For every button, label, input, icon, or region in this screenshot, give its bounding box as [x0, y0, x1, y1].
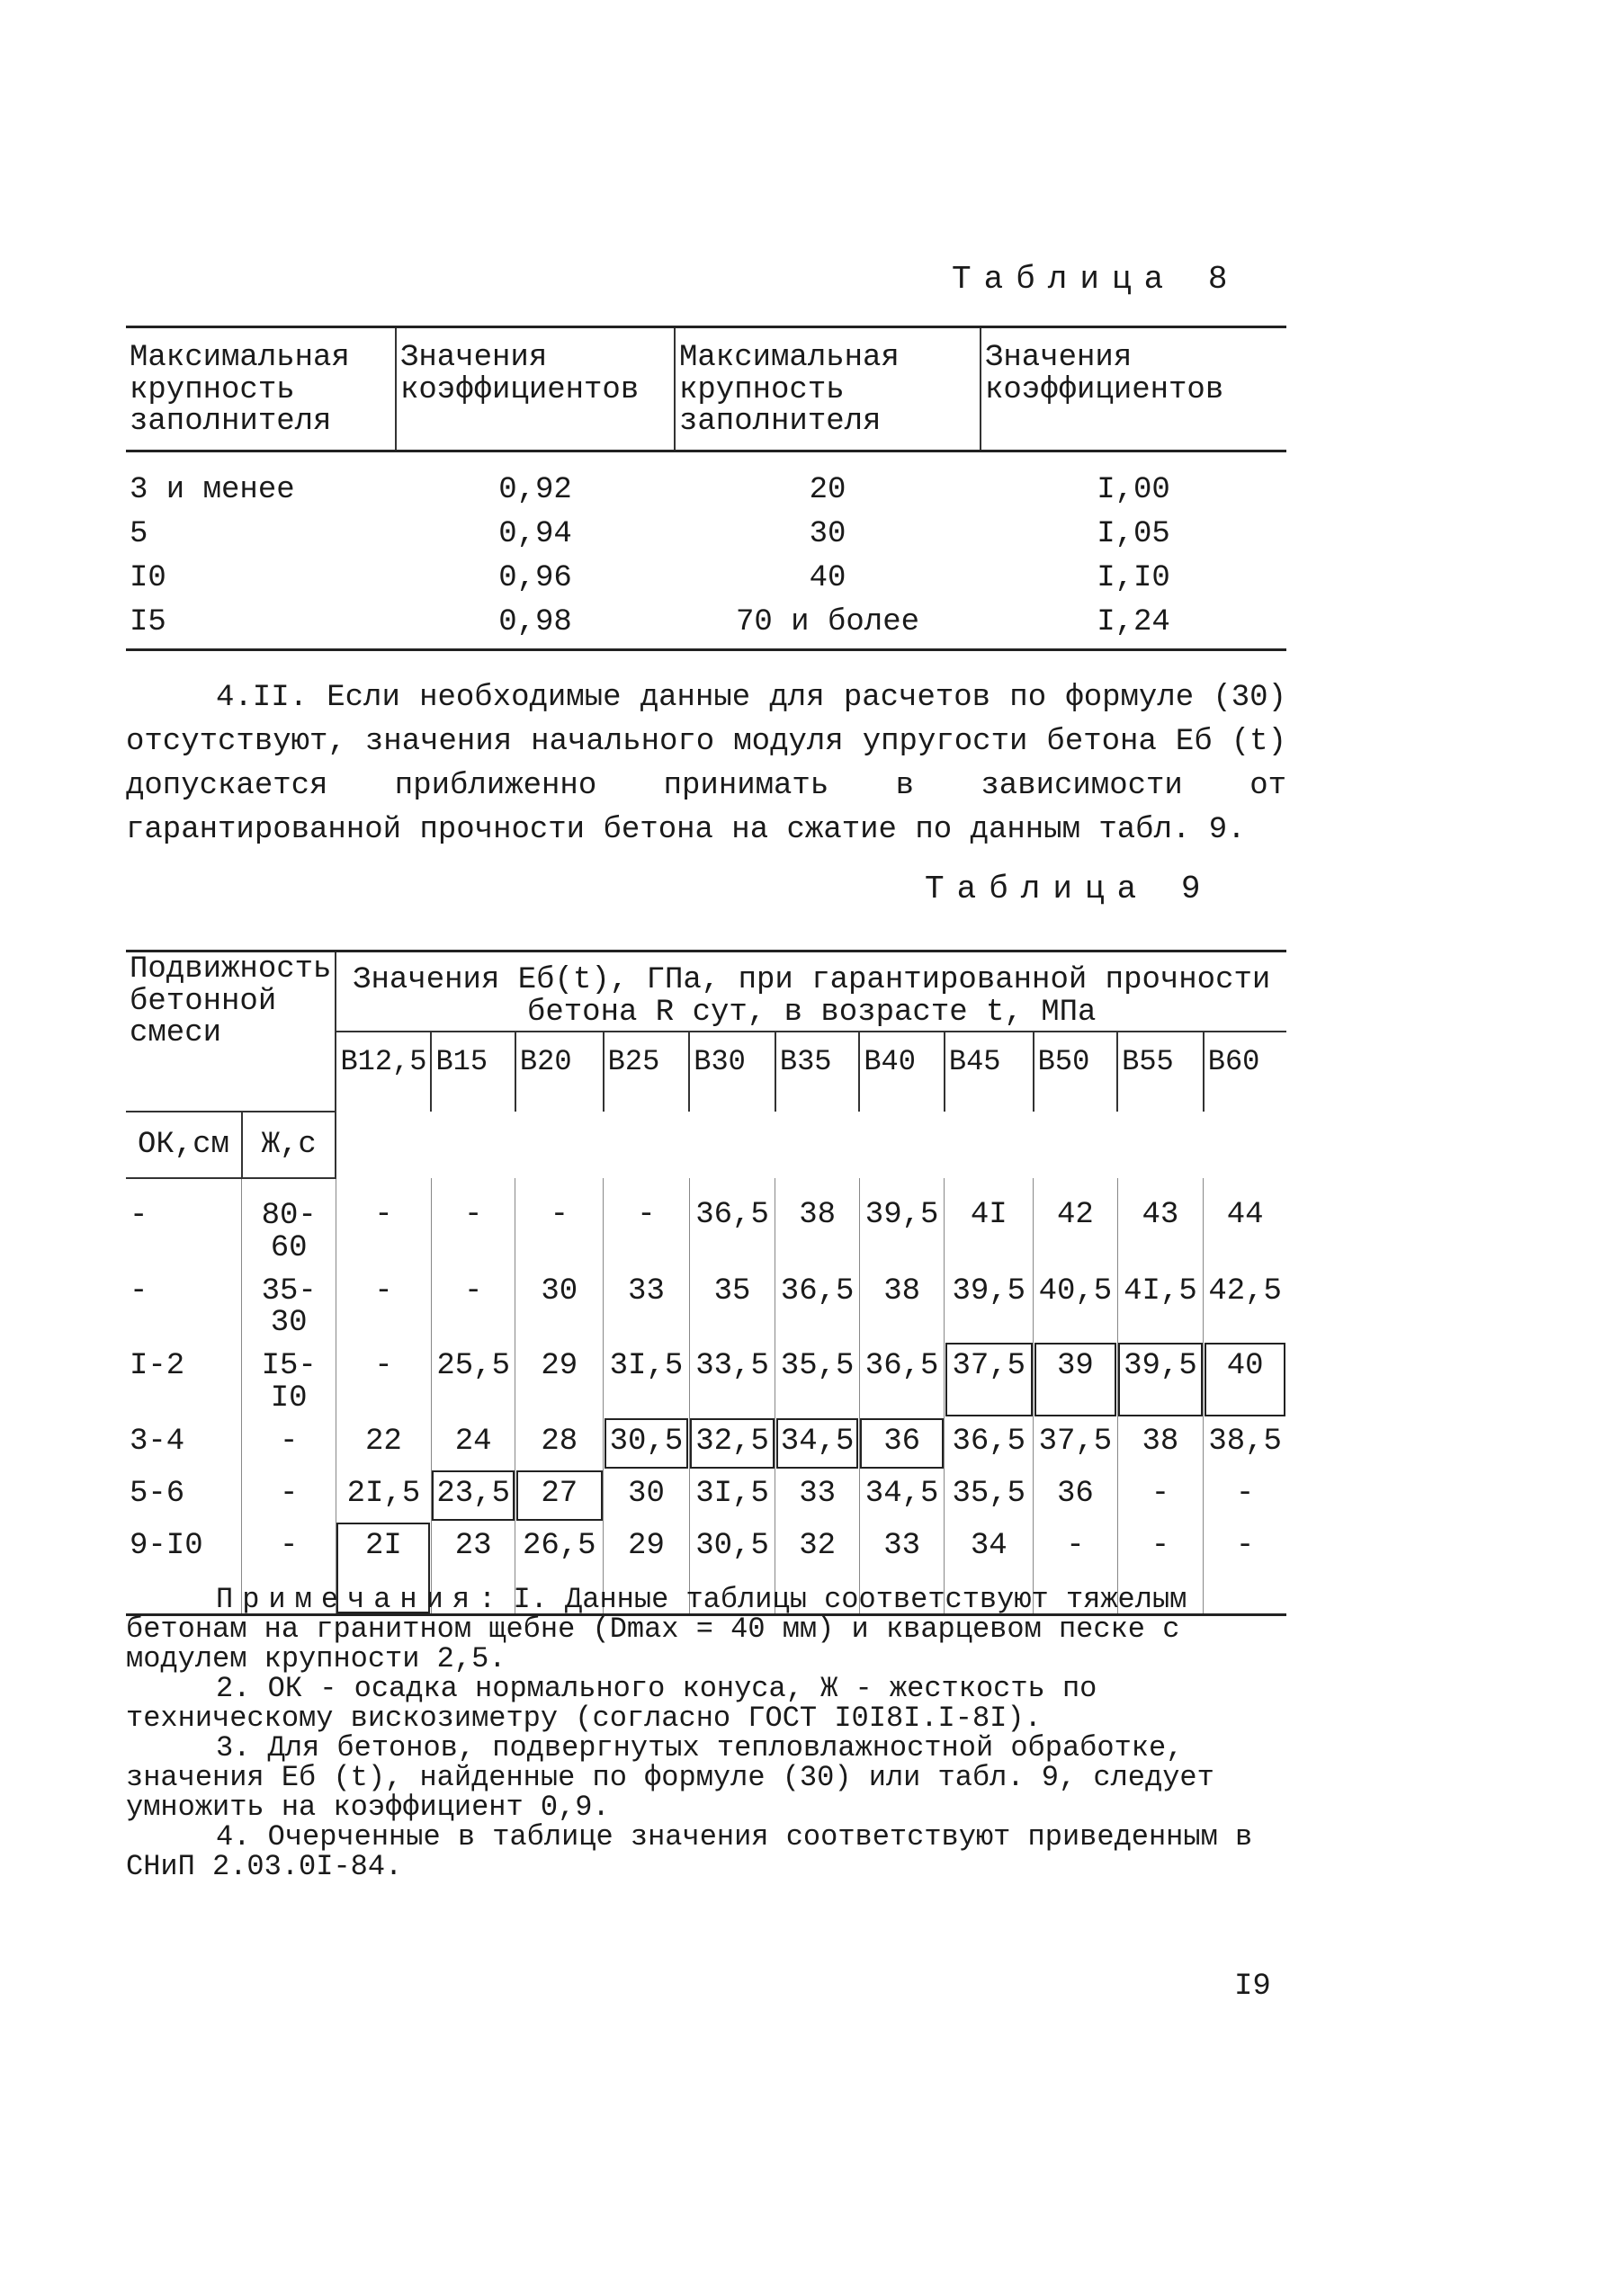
table9-cell-outlined: 34,5	[775, 1417, 859, 1470]
table9-cell: 32	[775, 1522, 859, 1615]
table9-cell: I-2	[130, 1349, 185, 1384]
table8-cell: 40	[809, 560, 846, 595]
table9-class-header: В20	[515, 1032, 604, 1112]
table9-sub-spacer	[336, 1112, 1286, 1178]
table9-cell: 42,5	[1204, 1267, 1286, 1342]
table9-cell: 30,5	[689, 1522, 775, 1615]
table9-cell: -	[515, 1178, 604, 1266]
table8-cell: 30	[809, 516, 846, 551]
table9-cell: -	[1204, 1470, 1286, 1522]
table8-header-cell: Значения коэффициентов	[396, 327, 675, 451]
table9-cell: 23	[431, 1522, 515, 1615]
table9-class-header: В60	[1204, 1032, 1286, 1112]
table8-cell: I,05	[1097, 516, 1170, 551]
table9-cell: 3-4	[130, 1424, 185, 1459]
paragraph-4-11	[126, 676, 1286, 853]
table9-cell: -	[242, 1417, 336, 1470]
table9-class-header: В40	[859, 1032, 945, 1112]
table8-cell: I,00	[1097, 472, 1170, 507]
table9-cell: 28	[515, 1417, 604, 1470]
table9-cell: 39,5	[859, 1178, 945, 1266]
table8-cell: 5	[130, 516, 148, 551]
table9-cell-outlined: 30,5	[604, 1417, 690, 1470]
table8-cell: 3 и менее	[130, 472, 295, 507]
table8-caption: Таблица 8	[952, 261, 1240, 298]
table8-cell: 70 и более	[675, 601, 981, 650]
table-row	[126, 1470, 1286, 1522]
table9-cell: 37,5	[1034, 1417, 1117, 1470]
table9-cell: 33	[604, 1267, 690, 1342]
table9-cell: 43	[1117, 1178, 1204, 1266]
table9-cell: 44	[1204, 1178, 1286, 1266]
table9-cell: 39,5	[945, 1267, 1034, 1342]
table9-cell-outlined: 27	[515, 1470, 604, 1522]
table9-cell: -	[336, 1267, 431, 1342]
table9-cell: -	[1117, 1522, 1204, 1615]
table9-cell: 35-30	[242, 1267, 336, 1342]
table8-cell: I0	[130, 560, 166, 595]
table9-class-header: В12,5	[336, 1032, 431, 1112]
table9-cell: -	[242, 1522, 336, 1615]
table9-header-row	[126, 951, 1286, 1032]
table9-cell: -	[336, 1342, 431, 1416]
table9-cell-outlined: 2I	[336, 1522, 431, 1615]
table9-cell: 9-I0	[126, 1522, 242, 1615]
table-row	[126, 1342, 1286, 1416]
table-row	[126, 513, 1286, 557]
table9-cell-outlined: 39	[1034, 1342, 1117, 1416]
table9-cell: 4I,5	[1117, 1267, 1204, 1342]
table9-cell: 35,5	[775, 1342, 859, 1416]
table9-class-header: В45	[945, 1032, 1034, 1112]
table8	[126, 326, 1286, 651]
table9-cell: 40,5	[1034, 1267, 1117, 1342]
table9-cell: 4I	[945, 1178, 1034, 1266]
table9-cell-outlined: 36	[859, 1417, 945, 1470]
table9-cell: -	[130, 1199, 148, 1234]
note-1	[126, 1585, 1286, 1674]
table9-cell: I5-I0	[242, 1342, 336, 1416]
table9-cell: 34,5	[859, 1470, 945, 1522]
table9-cell: -	[604, 1178, 690, 1266]
note-2: 2. ОК - осадка нормального конуса, Ж - жесткость по техническому вискозиметру (согласно ГОСТ I0I8I.I-8I).	[126, 1672, 1097, 1735]
table9-cell-outlined: 40	[1204, 1342, 1286, 1416]
table9-cell: 36,5	[689, 1178, 775, 1266]
note-4: 4. Очерченные в таблице значения соответствуют приведенным в СНиП 2.03.0I-84.	[126, 1820, 1253, 1883]
table9-cell: -	[431, 1267, 515, 1342]
table9-cell-outlined: 39,5	[1117, 1342, 1204, 1416]
table9-class-header: В25	[604, 1032, 690, 1112]
table-row	[126, 1267, 1286, 1342]
table8-cell: 0,96	[498, 560, 572, 595]
table9-cell: 30	[604, 1470, 690, 1522]
table-row	[126, 601, 1286, 650]
table9-class-header: В30	[689, 1032, 775, 1112]
table9-header-mobility: Подвижность бетонной смеси	[126, 951, 336, 1112]
table9-cell: 2I,5	[336, 1470, 431, 1522]
table8-cell: I,24	[981, 601, 1286, 650]
table9-cell: 38	[775, 1178, 859, 1266]
page-number: I9	[1234, 1970, 1271, 2004]
table9-cell-outlined: 23,5	[431, 1470, 515, 1522]
table9-cell: 36	[1034, 1470, 1117, 1522]
table8-cell: 0,92	[498, 472, 572, 507]
table9-cell: 38	[1117, 1417, 1204, 1470]
table9-class-header: В15	[431, 1032, 515, 1112]
table9-class-header: В55	[1117, 1032, 1204, 1112]
table9-class-header: В50	[1034, 1032, 1117, 1112]
table8-cell: I5	[126, 601, 396, 650]
table-row	[126, 1178, 1286, 1266]
table9-cell: 36,5	[859, 1342, 945, 1416]
table9-header-group: Значения Eб(t), ГПа, при гарантированной прочности бетона R сут, в возрасте t, МПа	[336, 951, 1286, 1032]
table8-header-cell: Максимальная крупность заполнителя	[126, 327, 396, 451]
table9-cell-outlined: 32,5	[689, 1417, 775, 1470]
table9-sub-ok: ОК,см	[126, 1112, 242, 1178]
table-row	[126, 451, 1286, 514]
table9-cell: 35,5	[945, 1470, 1034, 1522]
table8-cell: 20	[809, 472, 846, 507]
table9-cell: 34	[945, 1522, 1034, 1615]
note-1-text: : I. Данные таблицы соответствуют тяжелым бетонам на гранитном щебне (Dmax = 40 мм) и кварцевом песке с модулем крупности 2,5.	[126, 1583, 1187, 1675]
table9-cell: 5-6	[130, 1476, 185, 1511]
table9-cell-outlined: 37,5	[945, 1342, 1034, 1416]
table9-cell: 80-60	[242, 1178, 336, 1266]
table9-cell: 33	[775, 1470, 859, 1522]
table9-caption: Таблица 9	[925, 871, 1214, 907]
table9-cell: 38	[859, 1267, 945, 1342]
table9-cell: 3I,5	[689, 1470, 775, 1522]
table9-sub-zh: Ж,с	[242, 1112, 336, 1178]
table8-cell: 0,98	[396, 601, 675, 650]
table9-cell: -	[242, 1470, 336, 1522]
paragraph-text: 4.II. Если необходимые данные для расчетов по формуле (30) отсутствуют, значения начального модуля упругости бетона Eб (t) допускается приближенно принимать в зависимости от гарантированной прочности бетона на сжатие по данным табл. 9.	[126, 681, 1286, 847]
table9-cell: -	[1034, 1522, 1117, 1615]
table9-cell: 22	[336, 1417, 431, 1470]
table9-class-header: В35	[775, 1032, 859, 1112]
table9-cell: 33	[859, 1522, 945, 1615]
table9	[126, 950, 1286, 1616]
table9-cell: 36,5	[775, 1267, 859, 1342]
table8-cell: 0,94	[498, 516, 572, 551]
table9-cell: 29	[604, 1522, 690, 1615]
notes	[126, 1585, 1286, 1881]
table9-cell: 42	[1034, 1178, 1117, 1266]
table8-header-cell: Значения коэффициентов	[981, 327, 1286, 451]
table9-cell: 33,5	[689, 1342, 775, 1416]
table9-cell: 24	[431, 1417, 515, 1470]
table8-header-cell: Максимальная крупность заполнителя	[675, 327, 981, 451]
notes-label: Примечания	[216, 1583, 479, 1616]
note-3: 3. Для бетонов, подвергнутых тепловлажностной обработке, значения Eб (t), найденные по формуле (30) или табл. 9, следует умножить на коэффициент 0,9.	[126, 1731, 1214, 1824]
table9-cell: -	[431, 1178, 515, 1266]
table9-cell: -	[336, 1178, 431, 1266]
table9-cell: 35	[689, 1267, 775, 1342]
table9-cell: 30	[515, 1267, 604, 1342]
table9-cell: 26,5	[515, 1522, 604, 1615]
table-row	[126, 1417, 1286, 1470]
table9-cell: -	[130, 1273, 148, 1309]
table9-cell: -	[1117, 1470, 1204, 1522]
table8-cell: I,I0	[1097, 560, 1170, 595]
table9-sub-row	[126, 1112, 1286, 1178]
table8-header-row	[126, 327, 1286, 451]
table9-cell: 36,5	[945, 1417, 1034, 1470]
table9-cell: 3I,5	[604, 1342, 690, 1416]
table9-cell: 38,5	[1204, 1417, 1286, 1470]
table9-cell: 25,5	[431, 1342, 515, 1416]
table-row	[126, 557, 1286, 601]
table9-cell: -	[1204, 1522, 1286, 1615]
table9-cell: 29	[515, 1342, 604, 1416]
